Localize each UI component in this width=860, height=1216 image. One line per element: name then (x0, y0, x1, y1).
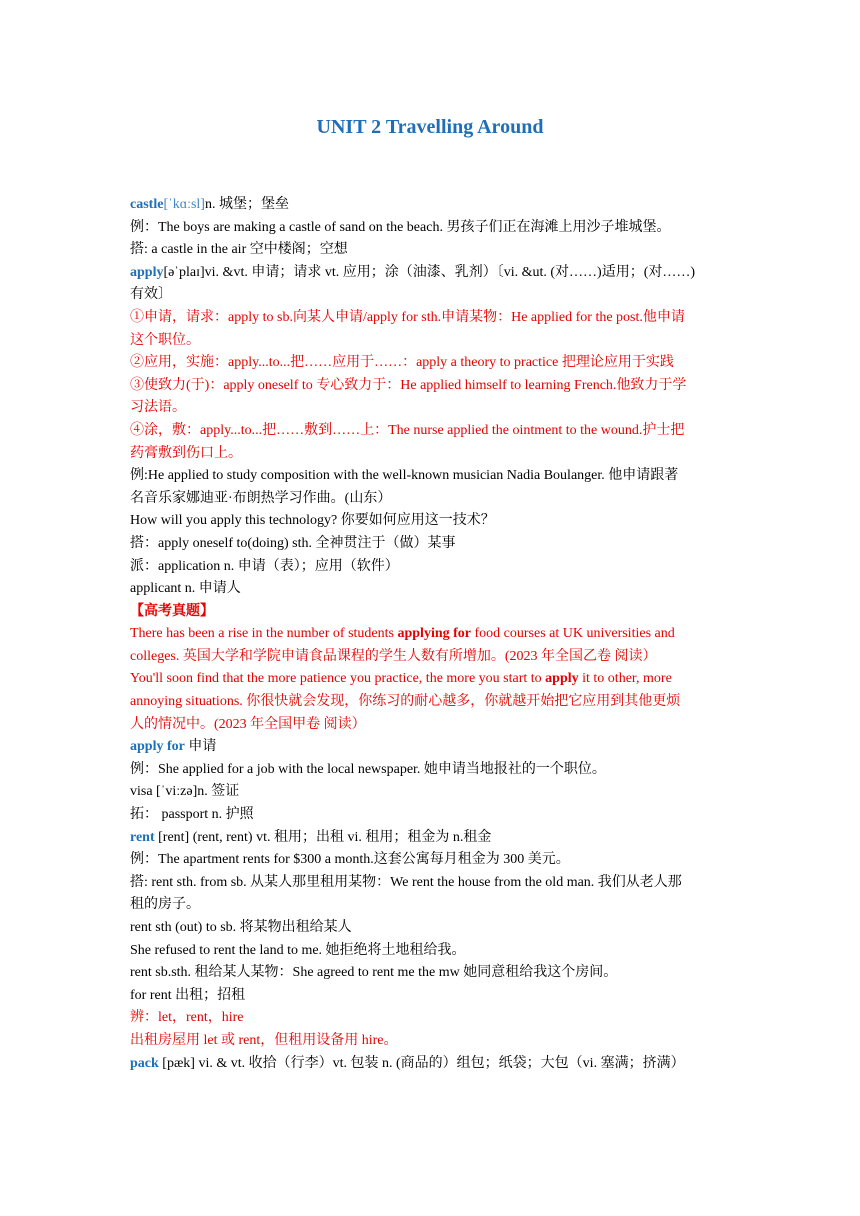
text-line (130, 646, 732, 669)
text-line (130, 510, 732, 533)
text-segment: You'll soon find that the more patience you practice, the more you start to (130, 671, 546, 687)
text-segment: food courses at UK universities and (471, 626, 675, 642)
text-segment: apply (545, 671, 579, 687)
text-segment: 搭: a castle in the air 空中楼阁；空想 (130, 242, 348, 258)
text-segment: 派：application n. 申请（表）；应用（软件） (130, 558, 399, 574)
text-segment: [ˈkɑːsl] (163, 197, 205, 212)
text-segment: 例：The apartment rents for $300 a month.这套公寓每月租金为 300 美元。 (130, 852, 570, 868)
text-segment: How will you apply this technology? 你要如何应用这一技术？ (130, 513, 495, 529)
text-line (130, 668, 732, 691)
text-segment: ①申请，请求：apply to sb.向某人申请/apply for sth.申请某物：He applied for the post.他申请 (130, 309, 685, 325)
text-line (130, 759, 732, 782)
text-line (130, 1007, 732, 1030)
text-line (130, 307, 732, 330)
text-line (130, 962, 732, 985)
text-segment: 【高考真题】 (130, 603, 214, 619)
text-line (130, 691, 732, 714)
text-line (130, 420, 732, 443)
text-segment: 习法语。 (130, 400, 186, 416)
text-line (130, 1030, 732, 1053)
text-segment: 辨：let，rent，hire (130, 1010, 244, 1026)
text-segment: apply for (130, 739, 185, 755)
text-line (130, 488, 732, 511)
text-segment: 出租房屋用 let 或 rent，但租用设备用 hire。 (130, 1032, 398, 1048)
text-line (130, 262, 732, 285)
text-line (130, 894, 732, 917)
text-segment: applicant n. 申请人 (130, 581, 241, 597)
text-line (130, 849, 732, 872)
text-segment: 搭: rent sth. from sb. 从某人那里租用某物：We rent the house from the old man. 我们从老人那 (130, 874, 682, 890)
text-segment: There has been a rise in the number of students (130, 626, 398, 642)
text-segment: applying for (397, 626, 471, 642)
text-line (130, 827, 732, 850)
text-line (130, 872, 732, 895)
text-segment: 租的房子。 (130, 897, 200, 913)
text-line (130, 397, 732, 420)
text-line (130, 284, 732, 307)
text-segment: [pæk] vi. & vt. 收拾（行李）vt. 包装 n. (商品的）组包；纸袋；大包（vi. 塞满；挤满） (158, 1055, 685, 1071)
text-segment: pack (130, 1055, 159, 1071)
text-segment: [əˈplaɪ]vi. &vt. 申请；请求 vt. 应用；涂（油漆、乳剂）〔vi. &ut. (对……)适用；(对……) (163, 264, 696, 280)
text-line (130, 352, 732, 375)
text-segment: 人的情况中。(2023 年全国甲卷 阅读） (130, 716, 366, 732)
text-segment: 申请 (184, 739, 217, 755)
text-segment: for rent 出租；招租 (130, 987, 246, 1003)
text-line (130, 940, 732, 963)
text-segment: visa [ˈviːzə]n. 签证 (130, 784, 240, 800)
text-segment: 例：The boys are making a castle of sand on the beach. 男孩子们正在海滩上用沙子堆城堡。 (130, 219, 671, 235)
text-line (130, 533, 732, 556)
text-line (130, 330, 732, 353)
text-segment: n. 城堡；堡垒 (204, 197, 289, 212)
text-segment: 搭：apply oneself to(doing) sth. 全神贯注于（做）某事 (130, 535, 456, 551)
text-line (130, 556, 732, 579)
text-segment: 药膏敷到伤口上。 (130, 445, 242, 461)
text-line (130, 985, 732, 1008)
text-segment: 名音乐家娜迪亚·布朗热学习作曲。(山东） (130, 490, 392, 506)
text-line (130, 714, 732, 737)
text-segment: [rent] (rent, rent) vt. 租用；出租 vi. 租用；租金为 n.租金 (154, 829, 492, 845)
text-line (130, 239, 732, 262)
text-line (130, 578, 732, 601)
text-line (130, 465, 732, 488)
text-segment: rent sth (out) to sb. 将某物出租给某人 (130, 920, 352, 935)
text-line (130, 917, 732, 940)
text-segment: ②应用，实施：apply...to...把……应用于……：apply a theory to practice 把理论应用于实践 (130, 355, 674, 371)
text-line (130, 804, 732, 827)
text-line (130, 194, 732, 217)
text-segment: 有效〕 (130, 287, 172, 303)
text-segment: it to other, more (578, 671, 672, 687)
text-segment: annoying situations. 你很快就会发现，你练习的耐心越多，你就越开始把它应用到其他更烦 (130, 694, 681, 710)
text-line (130, 736, 732, 759)
text-segment: 这个职位。 (130, 332, 200, 348)
text-segment: ④涂，敷：apply...to...把……敷到……上：The nurse applied the ointment to the wound.护士把 (130, 422, 685, 438)
text-line (130, 443, 732, 466)
text-line (130, 601, 732, 624)
text-segment: She refused to rent the land to me. 她拒绝将土地租给我。 (130, 942, 466, 958)
text-segment: 拓： passport n. 护照 (130, 807, 254, 823)
text-line (130, 1053, 732, 1076)
text-line (130, 375, 732, 398)
text-line (130, 781, 732, 804)
text-line (130, 623, 732, 646)
text-segment: apply (130, 264, 164, 280)
text-segment: 例：She applied for a job with the local newspaper. 她申请当地报社的一个职位。 (130, 761, 606, 777)
text-segment: rent sb.sth. 租给某人某物：She agreed to rent me the mw 她同意租给我这个房间。 (130, 965, 618, 981)
text-segment: ③使致力(于)：apply oneself to 专心致力于：He applied himself to learning French.他致力于学 (130, 377, 687, 393)
text-segment: rent (130, 829, 155, 845)
text-segment: colleges. 英国大学和学院申请食品课程的学生人数有所增加。(2023 年全国乙卷 阅读） (130, 648, 657, 664)
document-body (130, 194, 732, 1075)
page-title: UNIT 2 Travelling Around (316, 116, 544, 138)
text-segment: castle (130, 197, 164, 212)
text-line (130, 217, 732, 240)
text-segment: 例:He applied to study composition with the well-known musician Nadia Boulanger. 他申请跟著 (130, 468, 679, 484)
